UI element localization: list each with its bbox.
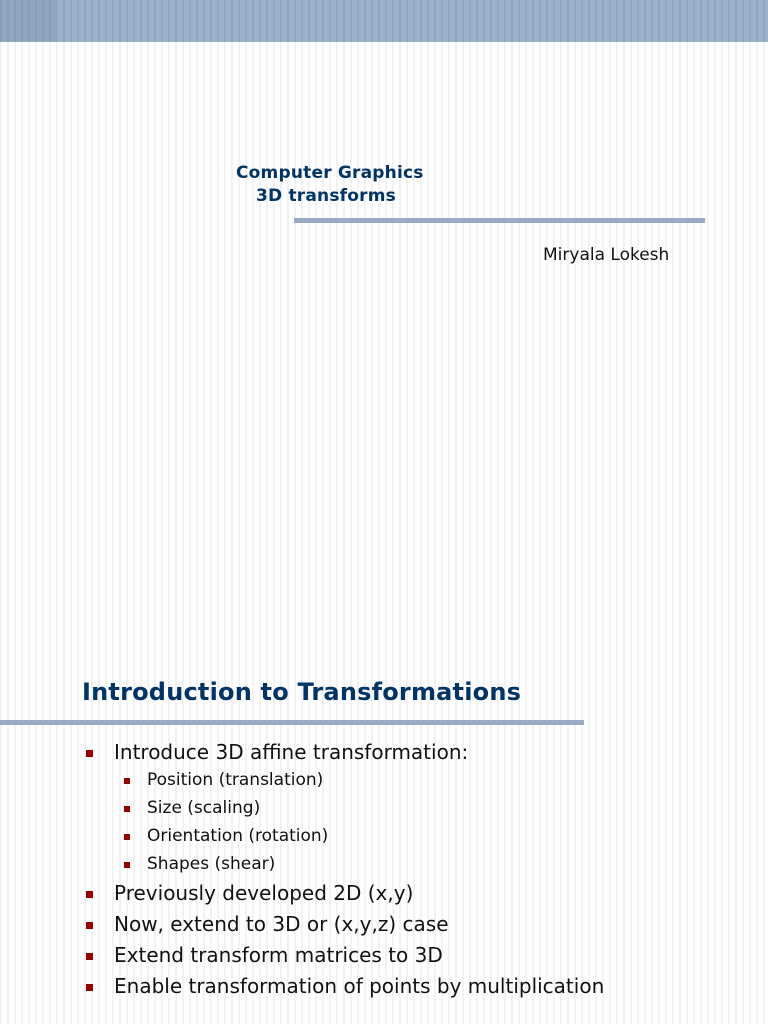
square-bullet-icon (86, 750, 93, 757)
title-underline-rule (294, 218, 705, 223)
square-bullet-icon (124, 834, 130, 840)
bullet-text: Extend transform matrices to 3D (114, 943, 443, 967)
heading-underline-rule (0, 720, 584, 725)
bullet-item (114, 974, 604, 998)
sub-bullet-text: Shapes (shear) (147, 854, 276, 874)
bullet-text: Introduce 3D affine transformation: (114, 740, 469, 764)
bullet-item (114, 881, 413, 905)
square-bullet-icon (124, 862, 130, 868)
slide-header-band (0, 0, 768, 42)
bullet-text: Enable transformation of points by multiplication (114, 974, 605, 998)
sub-bullet-item (147, 826, 328, 846)
sub-bullet-text: Orientation (rotation) (147, 826, 329, 846)
sub-bullet-item (147, 798, 260, 818)
square-bullet-icon (86, 891, 93, 898)
bullet-text: Now, extend to 3D or (x,y,z) case (114, 912, 449, 936)
slide-heading: Introduction to Transformations (82, 678, 522, 706)
sub-bullet-item (147, 854, 275, 874)
bullet-text: Previously developed 2D (x,y) (114, 881, 414, 905)
title-line-2: 3D transforms (256, 186, 396, 206)
sub-bullet-text: Size (scaling) (147, 798, 261, 818)
bullet-item (114, 740, 468, 764)
author-name: Miryala Lokesh (543, 245, 670, 265)
square-bullet-icon (124, 806, 130, 812)
sub-bullet-item (147, 770, 323, 790)
square-bullet-icon (86, 984, 93, 991)
slide-title (236, 162, 496, 208)
bullet-item (114, 943, 443, 967)
square-bullet-icon (86, 922, 93, 929)
square-bullet-icon (124, 778, 130, 784)
title-line-1: Computer Graphics (236, 163, 424, 183)
square-bullet-icon (86, 953, 93, 960)
sub-bullet-text: Position (translation) (147, 770, 324, 790)
bullet-item (114, 912, 449, 936)
